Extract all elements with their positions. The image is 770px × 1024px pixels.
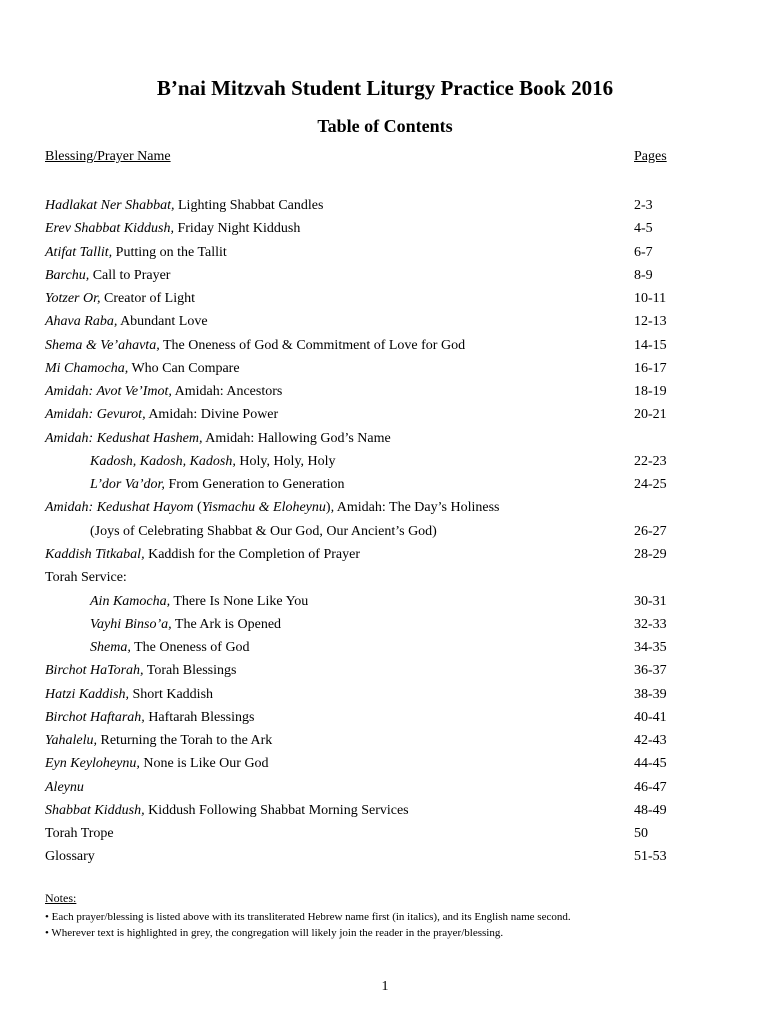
toc-row [45, 613, 735, 636]
toc-entry-name [45, 659, 236, 682]
toc-page-range: 18-19 [634, 384, 667, 400]
toc-page-range: 4-5 [634, 221, 653, 237]
toc-english-name: Torah Service: [45, 570, 127, 586]
toc-english-name: Friday Night Kiddush [177, 221, 301, 237]
toc-english-name: Kiddush Following Shabbat Morning Services [148, 802, 409, 818]
toc-page-range: 30-31 [634, 593, 667, 609]
toc-row [45, 636, 735, 659]
toc-hebrew-name: Ain Kamocha, [90, 593, 171, 609]
toc-hebrew-name: Hatzi Kaddish, [45, 686, 130, 702]
toc-english-name: Amidah: Ancestors [174, 384, 283, 400]
toc-row [45, 752, 735, 775]
toc-english-name: The Ark is Opened [174, 616, 282, 632]
toc-entry-name [45, 543, 360, 566]
toc-row [45, 590, 735, 613]
toc-page-range: 20-21 [634, 407, 667, 423]
note-item: • Each prayer/blessing is listed above with its transliterated Hebrew name first (in italics), and its English name second. [45, 911, 571, 923]
toc-page-range: 10-11 [634, 291, 667, 307]
toc-entry-name [45, 427, 391, 450]
note-item: • Wherever text is highlighted in grey, the congregation will likely join the reader in the prayer/blessing. [45, 927, 504, 939]
toc-page-range: 48-49 [634, 802, 667, 818]
document-title: B’nai Mitzvah Student Liturgy Practice Book 2016 [156, 76, 614, 100]
toc-row [45, 427, 735, 450]
toc-entry-name [90, 590, 308, 613]
toc-page-range: 46-47 [634, 779, 667, 795]
toc-page-range: 28-29 [634, 546, 667, 562]
toc-entry-name [45, 706, 254, 729]
toc-english-name: Amidah: Divine Power [148, 407, 279, 423]
column-header-pages: Pages [634, 149, 667, 164]
toc-english-name: Haftarah Blessings [148, 709, 255, 725]
toc-hebrew-name: Mi Chamocha, [45, 360, 129, 376]
toc-entry-name [45, 217, 300, 240]
toc-page-range: 38-39 [634, 686, 667, 702]
toc-entry-name [45, 845, 95, 868]
toc-hebrew-name: Amidah: Avot Ve’Imot, [45, 384, 172, 400]
toc-row [45, 543, 735, 566]
toc-english-name: Who Can Compare [131, 360, 240, 376]
toc-entry-name [90, 636, 250, 659]
toc-entry-name [45, 752, 269, 775]
toc-page-range: 42-43 [634, 733, 667, 749]
toc-english-name: Creator of Light [104, 291, 195, 307]
toc-page-range: 51-53 [634, 849, 667, 865]
notes-heading: Notes: [45, 891, 77, 905]
toc-english-name: Kaddish for the Completion of Prayer [148, 546, 360, 562]
toc-hebrew-name: Atifat Tallit, [45, 244, 113, 260]
toc-entry-name [45, 194, 323, 217]
toc-hebrew-name: Aleynu [45, 779, 84, 795]
toc-english-name: The Oneness of God & Commitment of Love for God [162, 337, 466, 353]
toc-entry-name [45, 822, 114, 845]
toc-entry-name [45, 287, 195, 310]
toc-english-name: (Joys of Celebrating Shabbat & Our God, Our Ancient’s God) [90, 523, 437, 539]
toc-row [45, 380, 735, 403]
toc-entry-name [45, 357, 240, 380]
toc-page-range: 2-3 [634, 198, 653, 213]
toc-entry-name [45, 241, 227, 264]
toc-page-range: 32-33 [634, 616, 667, 632]
toc-row [45, 822, 735, 845]
toc-entry-name [90, 613, 281, 636]
toc-hebrew-name: Amidah: Kedushat Hayom [45, 500, 194, 516]
toc-hebrew-name: Shabbat Kiddush, [45, 802, 145, 818]
toc-entry-name [45, 566, 127, 589]
toc-row [45, 729, 735, 752]
toc-english-name: Torah Trope [45, 826, 114, 842]
toc-entry-name [45, 310, 208, 333]
toc-page-range: 50 [634, 826, 648, 842]
toc-entry-name [45, 683, 213, 706]
toc-row [45, 357, 735, 380]
toc-row [45, 683, 735, 706]
toc-page-range: 16-17 [634, 360, 667, 376]
toc-row [45, 264, 735, 287]
toc-hebrew-name: Eyn Keyloheynu, [45, 756, 140, 772]
toc-english-name: Returning the Torah to the Ark [100, 733, 273, 749]
toc-entry-name [45, 776, 84, 799]
toc-row [45, 776, 735, 799]
toc-page-range: 36-37 [634, 663, 667, 679]
toc-page-range: 34-35 [634, 640, 667, 656]
toc-hebrew-name: Shema & Ve’ahavta, [45, 337, 160, 353]
toc-row [45, 241, 735, 264]
toc-hebrew-name: Kadosh, Kadosh, Kadosh, [90, 453, 236, 469]
toc-row [45, 403, 735, 426]
toc-hebrew-name: Shema, [90, 640, 131, 656]
toc-entry-name [45, 264, 170, 287]
toc-row [45, 310, 735, 333]
toc-hebrew-name: Yotzer Or, [45, 291, 101, 307]
toc-english-name: Lighting Shabbat Candles [178, 198, 324, 213]
toc-english-name: Call to Prayer [92, 267, 171, 283]
toc-row [45, 217, 735, 240]
toc-english-name: From Generation to Generation [168, 477, 345, 493]
toc-page-range: 40-41 [634, 709, 667, 725]
toc-hebrew-name: Birchot HaTorah, [45, 663, 144, 679]
toc-english-name: None is Like Our God [143, 756, 269, 772]
toc-hebrew-name: Barchu, [45, 267, 90, 283]
toc-page-range: 24-25 [634, 477, 667, 493]
toc-hebrew-name: Amidah: Gevurot, [45, 407, 146, 423]
toc-row [45, 845, 735, 868]
toc-row [45, 799, 735, 822]
toc-hebrew-name: Vayhi Binso’a, [90, 616, 172, 632]
toc-english-name: Torah Blessings [146, 663, 237, 679]
toc-english-name: (Yismachu & Eloheynu), [197, 500, 335, 516]
toc-hebrew-name: L’dor Va’dor, [90, 477, 165, 493]
toc-english-name: Amidah: The Day’s Holiness [336, 500, 500, 516]
page-number: 1 [381, 979, 389, 994]
toc-hebrew-name: Kaddish Titkabal, [45, 546, 145, 562]
toc-page-range: 12-13 [634, 314, 667, 330]
toc-english-name: Short Kaddish [132, 686, 214, 702]
toc-row [45, 566, 735, 589]
toc-english-name: Putting on the Tallit [115, 244, 227, 260]
toc-page-range: 22-23 [634, 453, 667, 469]
toc-row [45, 450, 735, 473]
toc-entry-name [45, 799, 409, 822]
toc-row [45, 659, 735, 682]
toc-entry-name [45, 729, 272, 752]
toc-page-range: 6-7 [634, 244, 653, 260]
toc-english-name: Glossary [45, 849, 95, 865]
toc-entry-name [90, 520, 437, 543]
toc-hebrew-name: Birchot Haftarah, [45, 709, 145, 725]
toc-hebrew-name: Erev Shabbat Kiddush, [45, 221, 174, 237]
toc-row [45, 496, 735, 519]
toc-page-range: 14-15 [634, 337, 667, 353]
toc-row [45, 194, 735, 217]
table-of-contents [45, 194, 735, 869]
toc-english-name: Amidah: Hallowing God’s Name [205, 430, 391, 446]
toc-english-name: The Oneness of God [134, 640, 250, 656]
document-subtitle: Table of Contents [317, 116, 453, 136]
toc-entry-name [90, 473, 345, 496]
toc-entry-name [45, 496, 499, 519]
toc-hebrew-name: Yahalelu, [45, 733, 97, 749]
toc-english-name: There Is None Like You [173, 593, 309, 609]
toc-hebrew-name: Ahava Raba, [45, 314, 118, 330]
column-header-name: Blessing/Prayer Name [45, 149, 171, 164]
toc-entry-name [45, 403, 278, 426]
toc-english-name: Holy, Holy, Holy [239, 453, 336, 469]
toc-row [45, 706, 735, 729]
toc-page-range: 44-45 [634, 756, 667, 772]
toc-english-name: Abundant Love [120, 314, 208, 330]
toc-entry-name [90, 450, 336, 473]
toc-row [45, 473, 735, 496]
toc-row [45, 334, 735, 357]
toc-entry-name [45, 334, 465, 357]
toc-row [45, 520, 735, 543]
toc-row [45, 287, 735, 310]
toc-hebrew-name: Hadlakat Ner Shabbat, [45, 198, 175, 213]
toc-page-range: 8-9 [634, 267, 653, 283]
toc-hebrew-name: Amidah: Kedushat Hashem, [45, 430, 203, 446]
toc-entry-name [45, 380, 282, 403]
toc-page-range: 26-27 [634, 523, 667, 539]
